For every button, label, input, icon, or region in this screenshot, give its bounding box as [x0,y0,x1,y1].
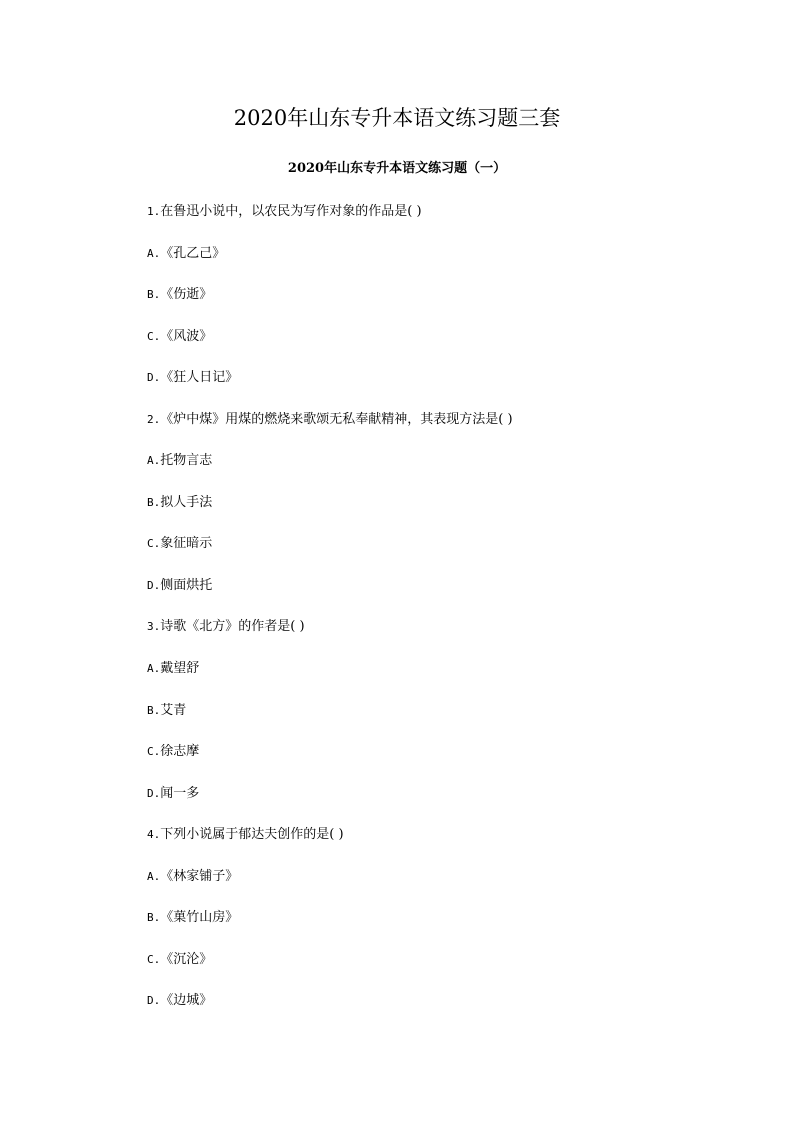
answer-option [147,784,707,804]
answer-option [147,908,707,928]
option-body: 闻一多 [160,785,200,801]
document-title: 2020年山东专升本语文练习题三套 [233,106,561,130]
option-body: 徐志摩 [160,744,200,760]
option-letter: A. [147,246,161,260]
option-body: 《狂人日记》 [160,370,239,386]
option-body: 《孔乙己》 [160,245,226,261]
option-letter: C. [147,952,161,966]
option-body: 象征暗示 [160,536,213,552]
option-body: 《伤逝》 [160,287,213,303]
answer-option [147,576,707,596]
question-number: 3. [147,620,161,634]
option-letter: D. [147,371,161,385]
answer-option [147,285,707,305]
option-letter: A. [147,454,161,468]
question-body: 下列小说属于郁达夫创作的是( ) [160,827,344,843]
question-text [147,410,707,430]
question-text [147,202,707,222]
option-letter: B. [147,288,161,302]
option-letter: D. [147,578,161,592]
option-body: 《边城》 [160,993,213,1009]
option-letter: A. [147,869,161,883]
answer-option [147,867,707,887]
question-text [147,825,707,845]
option-body: 侧面烘托 [160,577,213,593]
section-title: 2020年山东专升本语文练习题（一） [287,161,507,176]
option-body: 《风波》 [160,328,213,344]
question-body: 《炉中煤》用煤的燃烧来歌颂无私奉献精神，其表现方法是( ) [160,411,513,427]
option-body: 拟人手法 [160,494,213,510]
option-letter: C. [147,329,161,343]
answer-option [147,493,707,513]
option-letter: D. [147,994,161,1008]
option-letter: B. [147,703,161,717]
answer-option [147,244,707,264]
option-letter: B. [147,911,161,925]
question-body: 诗歌《北方》的作者是( ) [160,619,305,635]
question-number: 4. [147,828,161,842]
option-letter: A. [147,662,161,676]
question-body: 在鲁迅小说中，以农民为写作对象的作品是( ) [160,204,422,219]
option-body: 艾青 [160,702,187,718]
answer-option [147,701,707,721]
option-letter: C. [147,745,161,759]
question-text [147,617,707,637]
question-list [147,202,707,1033]
option-letter: B. [147,495,161,509]
option-letter: D. [147,786,161,800]
answer-option [147,991,707,1011]
option-body: 《菓竹山房》 [160,910,239,926]
answer-option [147,534,707,554]
answer-option [147,659,707,679]
answer-option [147,451,707,471]
answer-option [147,950,707,970]
option-body: 托物言志 [160,453,213,469]
answer-option [147,368,707,388]
option-letter: C. [147,537,161,551]
question-number: 2. [147,412,161,426]
option-body: 《林家铺子》 [160,868,239,884]
option-body: 戴望舒 [160,661,200,677]
answer-option [147,327,707,347]
question-number: 1. [147,205,161,218]
answer-option [147,742,707,762]
option-body: 《沉沦》 [160,951,213,967]
